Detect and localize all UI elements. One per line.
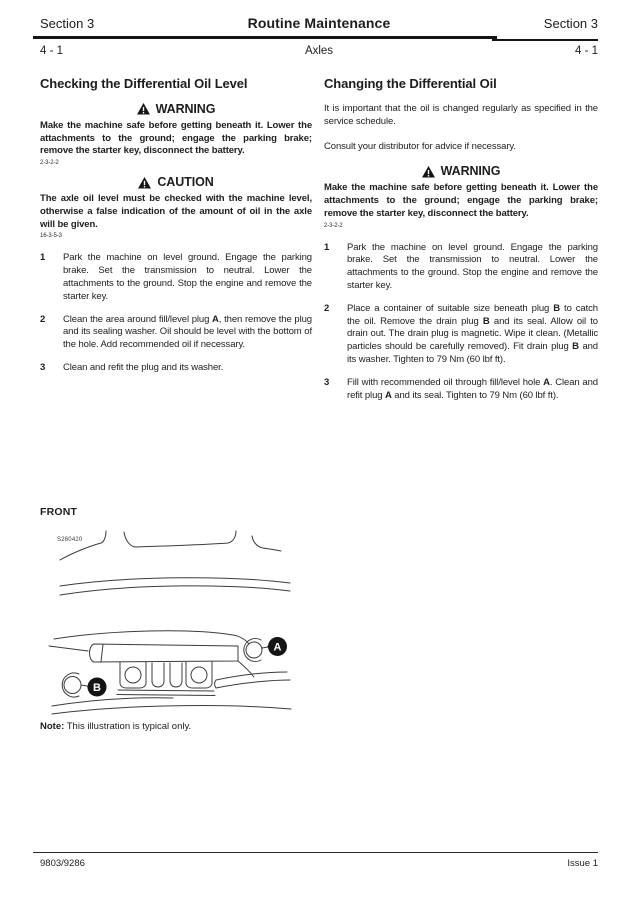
housing-tab <box>152 663 164 687</box>
callout-b-leader <box>81 685 87 686</box>
issue-label: Issue 1 <box>567 858 598 869</box>
axle-body-line <box>124 531 236 547</box>
axle-body-line <box>252 536 281 551</box>
step-text: Place a container of suitable size beneath plug B to catch the oil. Remove the drain plug B and its seal. Allow oil to drain out. The drain plug is magnetic. Wipe it clean. (Metallic particles should be carefully removed). Fit drain plug B and its washer. Tighten to 79 Nm (60 lbf ft). <box>347 302 598 365</box>
right-column-heading: Changing the Differential Oil <box>324 76 497 91</box>
plug-a <box>246 642 262 658</box>
warning-triangle-icon <box>422 166 435 178</box>
page-header <box>40 15 598 31</box>
procedure-step <box>40 362 312 375</box>
callout-b-badge <box>87 678 107 697</box>
warning-label: WARNING <box>155 102 216 116</box>
procedure-steps <box>40 252 312 374</box>
warning-text: Make the machine safe before getting beneath it. Lower the attachments to the ground; engage the parking brake; remove the starter key, disconnect the battery. <box>40 119 312 157</box>
procedure-step <box>324 303 598 367</box>
caution-label: CAUTION <box>157 175 214 190</box>
step-number: 3 <box>40 361 46 373</box>
axle-tube-line <box>52 706 291 714</box>
callout-a-letter: A <box>273 641 282 654</box>
housing-top-line <box>54 631 249 644</box>
axle-tube-line <box>215 680 217 688</box>
base-strip <box>118 690 214 691</box>
axle-illustration <box>40 520 325 720</box>
axle-tube-line <box>216 680 290 688</box>
callout-b-letter: B <box>93 682 101 694</box>
figure-ref-number: S260420 <box>57 537 83 543</box>
figure <box>40 506 328 732</box>
step-number: 2 <box>324 302 330 314</box>
bolt-bracket <box>120 662 146 688</box>
note-text: This illustration is typical only. <box>64 721 192 732</box>
right-column <box>324 76 598 402</box>
figure-front-label: FRONT <box>40 506 78 518</box>
step-number: 3 <box>324 376 330 388</box>
warning-triangle-icon <box>137 103 150 115</box>
axle-tube-line <box>60 586 290 595</box>
axle-body-line <box>60 531 106 560</box>
step-text: Clean the area around fill/level plug A, then remove the plug and its sealing washer. Oil should be level with the bottom of the hole. Add recommended oil if necessary. <box>63 313 312 351</box>
step-text: Fill with recommended oil through fill/level hole A. Clean and refit plug A and its seal. Tighten to 79 Nm (60 lbf ft). <box>347 376 598 401</box>
caution-text: The axle oil level must be checked with the machine level, otherwise a false indication of the amount of oil in the axle will be given. <box>40 192 312 230</box>
base-strip <box>117 695 215 696</box>
differential-housing <box>90 644 239 662</box>
bolt-bracket <box>186 662 212 688</box>
caution-heading <box>40 176 312 189</box>
procedure-step <box>40 252 312 303</box>
bolt <box>125 667 141 683</box>
plug-b <box>64 677 81 694</box>
callout-a-badge <box>267 637 287 656</box>
left-column-heading: Checking the Differential Oil Level <box>40 76 248 91</box>
step-text: Park the machine on level ground. Engage the parking brake. Set the transmission to neutral. Lower the attachments to the ground. Stop the engine and remove the starter key. <box>63 252 312 302</box>
step-number: 1 <box>40 252 46 264</box>
housing-seam <box>101 645 103 662</box>
caution-code: 16-3-5-3 <box>40 233 62 240</box>
chapter-title: Axles <box>304 45 334 57</box>
figure-note <box>40 721 328 733</box>
axle-tube-line <box>52 698 173 706</box>
step-number: 2 <box>40 313 46 325</box>
note-label: Note: <box>40 721 65 732</box>
warning-code: 2-3-2-2 <box>40 160 59 167</box>
warning-heading <box>324 165 598 178</box>
step-number: 1 <box>324 241 330 253</box>
housing-top-line <box>49 646 88 651</box>
step-text: Park the machine on level ground. Engage the parking brake. Set the transmission to neutral. Lower the attachments to the ground. Stop the engine and remove the starter key. <box>347 241 598 291</box>
warning-code: 2-3-2-2 <box>324 222 343 229</box>
warning-label: WARNING <box>440 164 501 179</box>
procedure-step <box>40 314 312 352</box>
warning-heading <box>40 103 312 116</box>
callout-a-leader <box>262 647 268 648</box>
section-label-left: Section 3 <box>40 16 95 31</box>
step-text: Clean and refit the plug and its washer. <box>63 361 224 373</box>
header-rule <box>33 36 497 39</box>
bolt <box>191 667 207 683</box>
page-footer <box>40 858 598 869</box>
procedure-steps <box>324 242 598 403</box>
section-label-right: Section 3 <box>543 16 598 31</box>
page-number-right: 4 - 1 <box>574 45 598 57</box>
paragraph: Consult your distributor for advice if necessary. <box>324 140 516 152</box>
left-column <box>40 76 312 375</box>
warning-triangle-icon <box>138 177 151 189</box>
paragraph: It is important that the oil is changed regularly as specified in the service schedule. <box>324 103 598 127</box>
page-number-left: 4 - 1 <box>40 45 64 57</box>
header-rule-right-segment <box>492 39 598 42</box>
page-title: Routine Maintenance <box>247 15 391 31</box>
publication-number: 9803/9286 <box>40 858 85 869</box>
axle-tube-line <box>60 578 290 586</box>
procedure-step <box>324 242 598 293</box>
footer-rule <box>33 852 598 853</box>
warning-text: Make the machine safe before getting beneath it. Lower the attachments to the ground; engage the parking brake; remove the starter key, disconnect the battery. <box>324 182 598 219</box>
procedure-step <box>324 377 598 403</box>
page-subheader <box>40 45 598 57</box>
housing-tab <box>170 663 182 687</box>
axle-tube-line <box>216 672 287 680</box>
